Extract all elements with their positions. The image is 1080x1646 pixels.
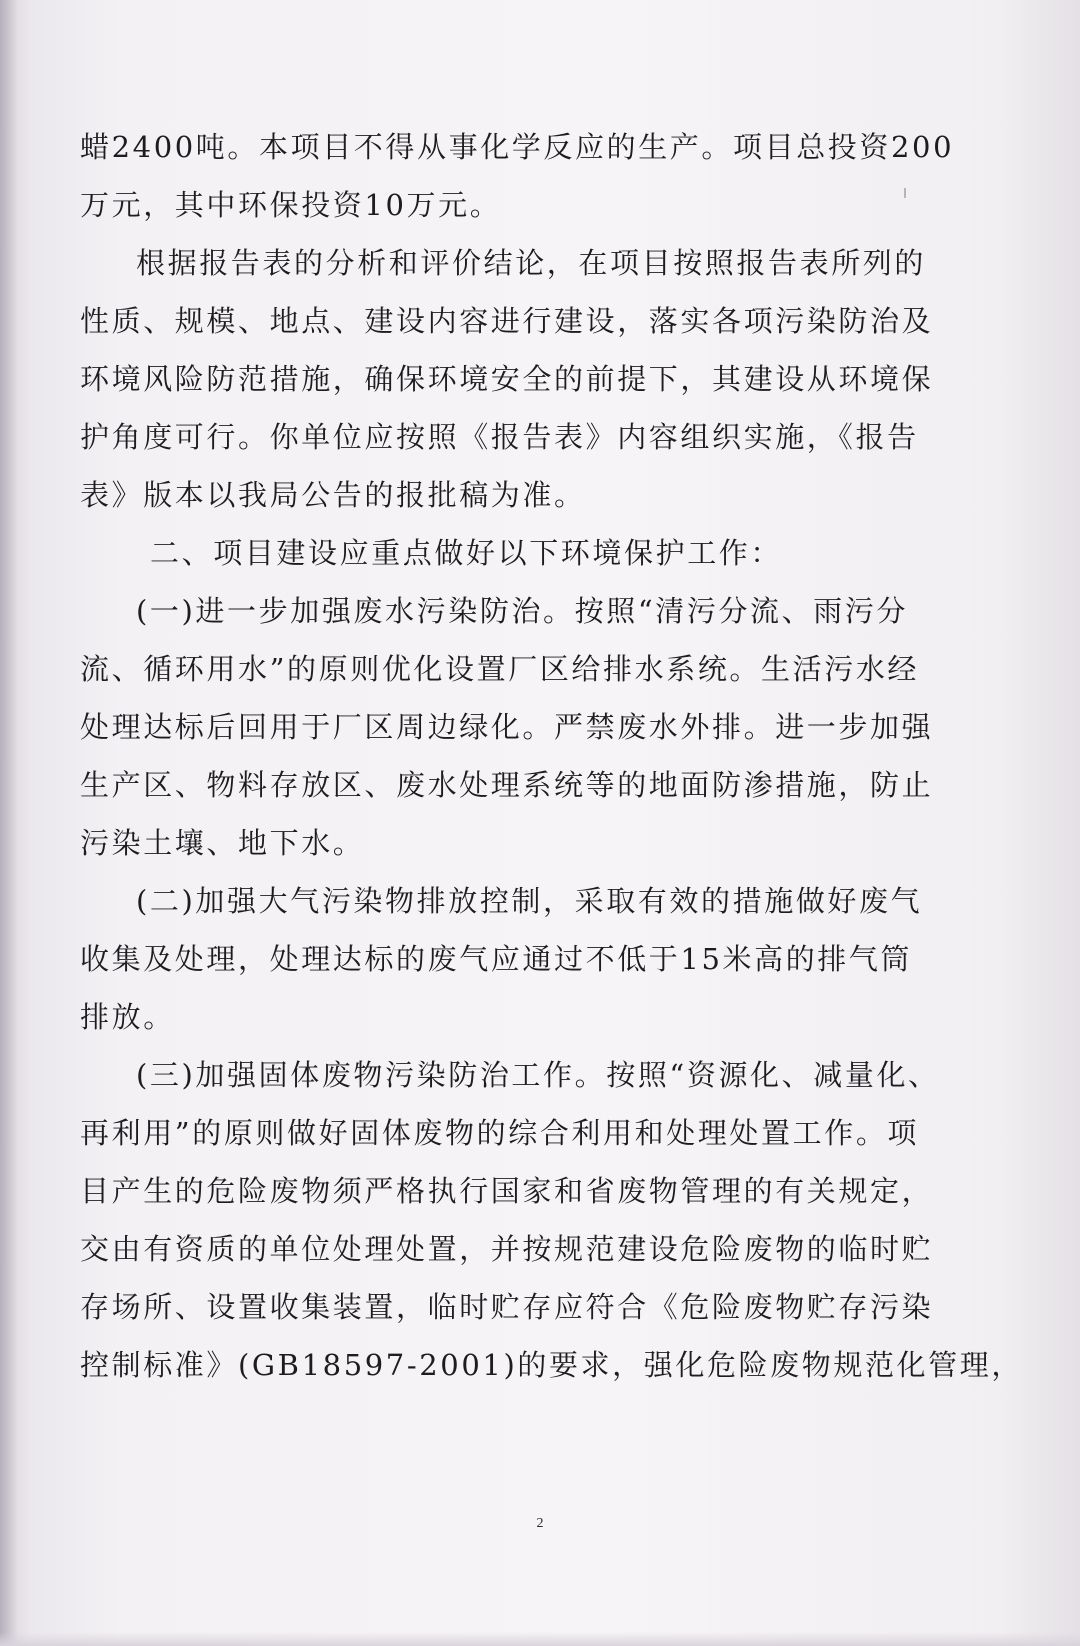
text-line: 污染土壤、地下水。 [80, 826, 365, 860]
text-line: 流、循环用水”的原则优化设置厂区给排水系统。生活污水经 [80, 652, 920, 686]
document-body [80, 118, 1023, 1394]
text-line: 收集及处理，处理达标的废气应通过不低于15米高的排气筒 [80, 942, 913, 976]
text-line: 处理达标后回用于厂区周边绿化。严禁废水外排。进一步加强 [80, 710, 934, 744]
page-number: 2 [536, 1516, 544, 1531]
text-line: (一)进一步加强废水污染防治。按照“清污分流、雨污分 [136, 594, 909, 628]
text-line: 环境风险防范措施，确保环境安全的前提下，其建设从环境保 [80, 362, 934, 396]
text-line: 护角度可行。你单位应按照《报告表》内容组织实施，《报告 [80, 420, 919, 454]
text-line: 排放。 [80, 1000, 175, 1034]
text-line: (三)加强固体废物污染防治工作。按照“资源化、减量化、 [136, 1058, 940, 1092]
page-bottom-edge [0, 1632, 1080, 1646]
text-line: 再利用”的原则做好固体废物的综合利用和处理处置工作。项 [80, 1116, 920, 1150]
section-heading: 二、项目建设应重点做好以下环境保护工作： [150, 536, 783, 570]
text-line: 蜡2400吨。本项目不得从事化学反应的生产。项目总投资200 [80, 130, 955, 164]
page-edge-shadow [0, 0, 18, 1646]
text-line: 根据报告表的分析和评价结论，在项目按照报告表所列的 [136, 246, 927, 280]
text-line: 交由有资质的单位处理处置，并按规范建设危险废物的临时贮 [80, 1232, 934, 1266]
text-line: 性质、规模、地点、建设内容进行建设，落实各项污染防治及 [80, 304, 934, 338]
text-line: 表》版本以我局公告的报批稿为准。 [80, 478, 586, 512]
text-line: (二)加强大气污染物排放控制，采取有效的措施做好废气 [136, 884, 923, 918]
text-line: 目产生的危险废物须严格执行国家和省废物管理的有关规定， [80, 1174, 934, 1208]
text-line: 控制标准》(GB18597-2001)的要求，强化危险废物规范化管理， [80, 1348, 1023, 1382]
text-line: 存场所、设置收集装置，临时贮存应符合《危险废物贮存污染 [80, 1290, 934, 1324]
text-line: 生产区、物料存放区、废水处理系统等的地面防渗措施，防止 [80, 768, 934, 802]
text-line: 万元，其中环保投资10万元。 [80, 188, 502, 222]
